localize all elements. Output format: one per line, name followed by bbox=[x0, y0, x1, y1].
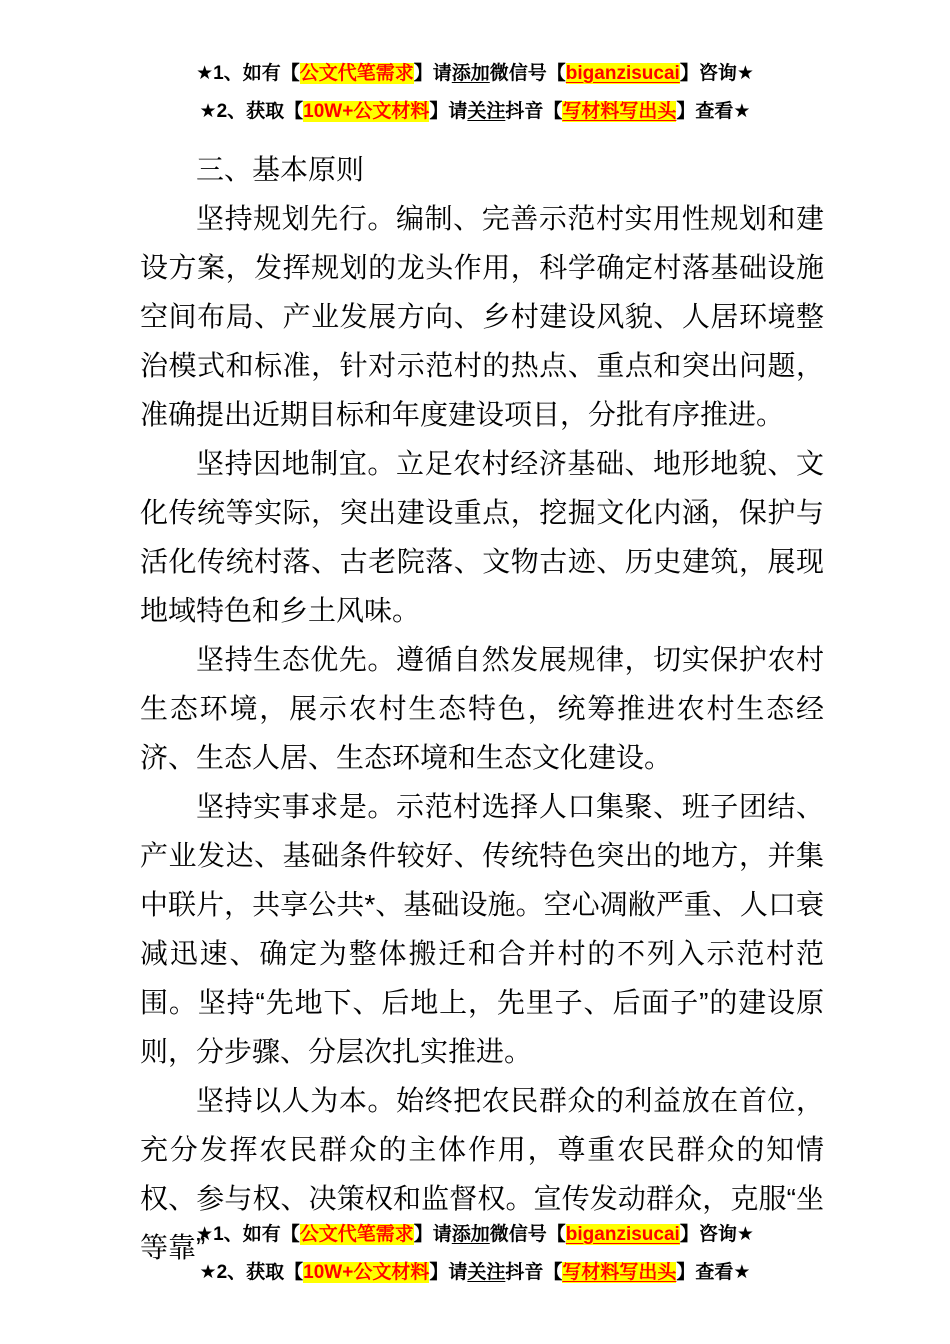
body-paragraph: 坚持规划先行。编制、完善示范村实用性规划和建设方案，发挥规划的龙头作用，科学确定村落基础设施空间布局、产业发展方向、乡村建设风貌、人居环境整治模式和标准，针对示范村的热点、重点和突出问题，准确提出近期目标和年度建设项目，分批有序推进。 bbox=[140, 203, 824, 430]
banner-underline-follow: 关注 bbox=[467, 101, 506, 122]
banner-highlight-materials: 10W+公文材料 bbox=[303, 1262, 430, 1283]
banner-text: 】请 bbox=[429, 101, 468, 122]
banner-text: 】请 bbox=[429, 1262, 468, 1283]
banner-text: ★1、如有【 bbox=[196, 1224, 300, 1245]
banner-bottom-line-1 bbox=[0, 1216, 950, 1254]
banner-highlight-douyin-id: 写材料写出头 bbox=[562, 101, 677, 122]
promo-banner-bottom bbox=[0, 1216, 950, 1292]
body-paragraph: 坚持生态优先。遵循自然发展规律，切实保护农村生态环境，展示农村生态特色，统筹推进农村生态经济、生态人居、生态环境和生态文化建设。 bbox=[140, 644, 824, 773]
banner-highlight-service: 公文代笔需求 bbox=[299, 1224, 414, 1245]
banner-text: 微信号【 bbox=[489, 1224, 566, 1245]
banner-bottom-line-2 bbox=[0, 1254, 950, 1292]
banner-text: 】请 bbox=[413, 1224, 452, 1245]
banner-text: 】查看★ bbox=[676, 1262, 751, 1283]
banner-highlight-wechat-id: biganzisucai bbox=[565, 63, 680, 84]
banner-underline-add: 添加 bbox=[451, 63, 490, 84]
banner-top-line-2 bbox=[0, 93, 950, 131]
section-heading: 三、基本原则 bbox=[196, 154, 365, 185]
banner-highlight-service: 公文代笔需求 bbox=[299, 63, 414, 84]
banner-text: 微信号【 bbox=[489, 63, 566, 84]
body-paragraph: 坚持实事求是。示范村选择人口集聚、班子团结、产业发达、基础条件较好、传统特色突出的地方，并集中联片，共享公共*、基础设施。空心凋敝严重、人口衰减迅速、确定为整体搬迁和合并村的不列入示范村范围。坚持“先地下、后地上，先里子、后面子”的建设原则，分步骤、分层次扎实推进。 bbox=[140, 791, 824, 1067]
banner-text: 抖音【 bbox=[505, 101, 563, 122]
body-paragraph: 坚持因地制宜。立足农村经济基础、地形地貌、文化传统等实际，突出建设重点，挖掘文化内涵，保护与活化传统村落、古老院落、文物古迹、历史建筑，展现地域特色和乡土风味。 bbox=[140, 448, 824, 626]
document-body bbox=[140, 145, 824, 1272]
banner-text: ★2、获取【 bbox=[199, 1262, 304, 1283]
body-paragraph: 坚持以人为本。始终把农民群众的利益放在首位，充分发挥农民群众的主体作用，尊重农民群众的知情权、参与权、决策权和监督权。宣传发动群众，克服“坐等靠” bbox=[140, 1085, 824, 1263]
banner-text: 】咨询★ bbox=[679, 1224, 754, 1245]
banner-text: ★1、如有【 bbox=[196, 63, 300, 84]
promo-banner-top bbox=[0, 0, 950, 131]
banner-highlight-douyin-id: 写材料写出头 bbox=[562, 1262, 677, 1283]
banner-text: 抖音【 bbox=[505, 1262, 563, 1283]
banner-underline-add: 添加 bbox=[451, 1224, 490, 1245]
banner-top-line-1 bbox=[0, 55, 950, 93]
banner-highlight-wechat-id: biganzisucai bbox=[565, 1224, 680, 1245]
banner-highlight-materials: 10W+公文材料 bbox=[303, 101, 430, 122]
banner-text: 】查看★ bbox=[676, 101, 751, 122]
banner-text: 】请 bbox=[413, 63, 452, 84]
banner-underline-follow: 关注 bbox=[467, 1262, 506, 1283]
banner-text: 】咨询★ bbox=[679, 63, 754, 84]
banner-text: ★2、获取【 bbox=[199, 101, 304, 122]
